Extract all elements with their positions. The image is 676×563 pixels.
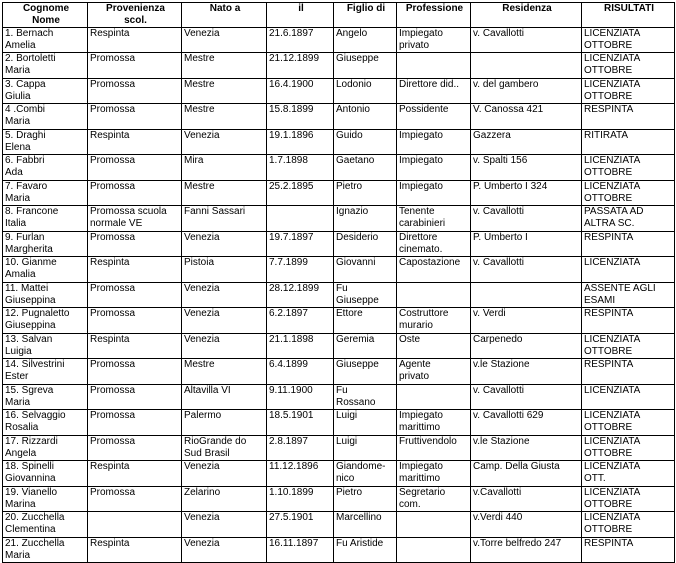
table-row — [3, 130, 675, 155]
cell-residenza: v. Cavallotti 629 — [471, 410, 582, 436]
header-provenienza: Provenienza scol. — [88, 3, 182, 28]
cell-residenza: v. Cavallotti — [471, 206, 582, 232]
cell-nome: 13. Salvan Luigia — [3, 334, 88, 359]
cell-nato: Pistoia — [182, 257, 267, 283]
cell-risultati: LICENZIATA OTTOBRE — [582, 53, 675, 79]
table-row — [3, 53, 675, 79]
header-row — [3, 3, 675, 28]
cell-nome: 16. Selvaggio Rosalia — [3, 410, 88, 436]
cell-risultati: LICENZIATA OTTOBRE — [582, 79, 675, 104]
cell-nome: 20. Zucchella Clementina — [3, 512, 88, 538]
cell-il: 11.12.1896 — [267, 461, 334, 487]
cell-il: 27.5.1901 — [267, 512, 334, 538]
cell-figlio: Marcellino — [334, 512, 397, 538]
cell-professione: Impiegato — [397, 130, 471, 155]
cell-provenienza: Promossa — [88, 308, 182, 334]
cell-nato: Venezia — [182, 28, 267, 53]
cell-professione: Fruttivendolo — [397, 436, 471, 461]
cell-nato: Venezia — [182, 538, 267, 563]
cell-risultati: LICENZIATA OTTOBRE — [582, 436, 675, 461]
table-row — [3, 410, 675, 436]
cell-nato: Mestre — [182, 79, 267, 104]
cell-nato: Venezia — [182, 130, 267, 155]
cell-residenza: Camp. Della Giusta — [471, 461, 582, 487]
table-row — [3, 512, 675, 538]
cell-nome: 6. Fabbri Ada — [3, 155, 88, 181]
cell-figlio: Ettore — [334, 308, 397, 334]
cell-provenienza: Promossa — [88, 79, 182, 104]
cell-figlio: Guido — [334, 130, 397, 155]
cell-provenienza: Promossa — [88, 410, 182, 436]
cell-il: 7.7.1899 — [267, 257, 334, 283]
cell-professione: Segretario com. — [397, 487, 471, 512]
cell-risultati: RESPINTA — [582, 104, 675, 130]
cell-professione: Tenente carabinieri — [397, 206, 471, 232]
cell-provenienza: Respinta — [88, 257, 182, 283]
cell-nato: Zelarino — [182, 487, 267, 512]
cell-provenienza: Respinta — [88, 334, 182, 359]
cell-residenza: Carpenedo — [471, 334, 582, 359]
cell-risultati: PASSATA AD ALTRA SC. — [582, 206, 675, 232]
cell-professione — [397, 283, 471, 308]
cell-figlio: Antonio — [334, 104, 397, 130]
cell-nato: Venezia — [182, 461, 267, 487]
student-register-table — [2, 2, 675, 563]
table-row — [3, 79, 675, 104]
cell-residenza: v. Cavallotti — [471, 28, 582, 53]
cell-provenienza: Promossa — [88, 104, 182, 130]
header-il: il — [267, 3, 334, 28]
cell-il: 25.2.1895 — [267, 181, 334, 206]
cell-provenienza: Promossa — [88, 181, 182, 206]
cell-professione — [397, 512, 471, 538]
cell-il: 21.6.1897 — [267, 28, 334, 53]
cell-provenienza: Promossa — [88, 155, 182, 181]
cell-nome: 3. Cappa Giulia — [3, 79, 88, 104]
cell-residenza: v. Spalti 156 — [471, 155, 582, 181]
table-row — [3, 283, 675, 308]
cell-figlio: Lodonio — [334, 79, 397, 104]
table-row — [3, 385, 675, 410]
cell-residenza — [471, 53, 582, 79]
cell-nato: Mira — [182, 155, 267, 181]
cell-professione: Impiegato privato — [397, 28, 471, 53]
cell-risultati: LICENZIATA OTTOBRE — [582, 334, 675, 359]
cell-figlio: Geremia — [334, 334, 397, 359]
cell-residenza: v.le Stazione — [471, 359, 582, 385]
cell-risultati: LICENZIATA OTTOBRE — [582, 410, 675, 436]
cell-nato: Venezia — [182, 334, 267, 359]
table-row — [3, 436, 675, 461]
cell-nato: Palermo — [182, 410, 267, 436]
cell-figlio: Pietro — [334, 487, 397, 512]
cell-provenienza: Respinta — [88, 461, 182, 487]
cell-risultati: RESPINTA — [582, 308, 675, 334]
cell-nato: RioGrande do Sud Brasil — [182, 436, 267, 461]
cell-risultati: LICENZIATA OTT. — [582, 461, 675, 487]
cell-nome: 9. Furlan Margherita — [3, 232, 88, 257]
table-row — [3, 308, 675, 334]
cell-provenienza: Promossa — [88, 283, 182, 308]
cell-residenza: P. Umberto I 324 — [471, 181, 582, 206]
cell-nato: Mestre — [182, 53, 267, 79]
cell-il: 28.12.1899 — [267, 283, 334, 308]
cell-nome: 19. Vianello Marina — [3, 487, 88, 512]
cell-il: 21.12.1899 — [267, 53, 334, 79]
cell-residenza: v. Cavallotti — [471, 385, 582, 410]
cell-nome: 8. Francone Italia — [3, 206, 88, 232]
cell-nome: 7. Favaro Maria — [3, 181, 88, 206]
cell-nome: 4 .Combi Maria — [3, 104, 88, 130]
cell-nome: 12. Pugnaletto Giuseppina — [3, 308, 88, 334]
cell-professione: Impiegato marittimo — [397, 410, 471, 436]
cell-figlio: Ignazio — [334, 206, 397, 232]
cell-professione: Impiegato — [397, 155, 471, 181]
cell-provenienza: Respinta — [88, 538, 182, 563]
cell-il: 2.8.1897 — [267, 436, 334, 461]
cell-professione — [397, 538, 471, 563]
cell-il: 16.4.1900 — [267, 79, 334, 104]
cell-figlio: Fu Aristide — [334, 538, 397, 563]
cell-il: 1.7.1898 — [267, 155, 334, 181]
header-nato: Nato a — [182, 3, 267, 28]
cell-il: 16.11.1897 — [267, 538, 334, 563]
cell-figlio: Fu Rossano — [334, 385, 397, 410]
cell-provenienza: Promossa — [88, 53, 182, 79]
cell-risultati: RESPINTA — [582, 359, 675, 385]
cell-il: 6.4.1899 — [267, 359, 334, 385]
cell-nome: 15. Sgreva Maria — [3, 385, 88, 410]
header-residenza: Residenza — [471, 3, 582, 28]
table-row — [3, 104, 675, 130]
cell-nato: Venezia — [182, 308, 267, 334]
cell-risultati: LICENZIATA OTTOBRE — [582, 487, 675, 512]
cell-figlio: Fu Giuseppe — [334, 283, 397, 308]
cell-il: 1.10.1899 — [267, 487, 334, 512]
cell-nato: Fanni Sassari — [182, 206, 267, 232]
cell-professione: Direttore cinemato. — [397, 232, 471, 257]
cell-residenza: v.Cavallotti — [471, 487, 582, 512]
cell-risultati: RITIRATA — [582, 130, 675, 155]
cell-figlio: Luigi — [334, 410, 397, 436]
cell-professione: Impiegato marittimo — [397, 461, 471, 487]
cell-provenienza: Respinta — [88, 130, 182, 155]
table-row — [3, 28, 675, 53]
cell-il: 18.5.1901 — [267, 410, 334, 436]
table-row — [3, 359, 675, 385]
cell-il: 19.7.1897 — [267, 232, 334, 257]
cell-figlio: Pietro — [334, 181, 397, 206]
cell-provenienza — [88, 512, 182, 538]
cell-nato: Venezia — [182, 232, 267, 257]
cell-nome: 10. Gianme Amalia — [3, 257, 88, 283]
cell-nato: Venezia — [182, 512, 267, 538]
cell-professione: Direttore did.. — [397, 79, 471, 104]
cell-figlio: Luigi — [334, 436, 397, 461]
cell-nome: 14. Silvestrini Ester — [3, 359, 88, 385]
cell-residenza: v. Verdi — [471, 308, 582, 334]
cell-professione: Oste — [397, 334, 471, 359]
table-row — [3, 334, 675, 359]
cell-il: 15.8.1899 — [267, 104, 334, 130]
cell-residenza: P. Umberto I — [471, 232, 582, 257]
cell-il: 9.11.1900 — [267, 385, 334, 410]
cell-residenza — [471, 283, 582, 308]
cell-figlio: Giandome- nico — [334, 461, 397, 487]
header-professione: Professione — [397, 3, 471, 28]
cell-nato: Altavilla VI — [182, 385, 267, 410]
cell-provenienza: Promossa — [88, 385, 182, 410]
cell-residenza: v.le Stazione — [471, 436, 582, 461]
table-row — [3, 461, 675, 487]
cell-nome: 21. Zucchella Maria — [3, 538, 88, 563]
register-document — [2, 2, 675, 563]
cell-nome: 1. Bernach Amelia — [3, 28, 88, 53]
cell-risultati: LICENZIATA OTTOBRE — [582, 512, 675, 538]
table-row — [3, 487, 675, 512]
table-row — [3, 232, 675, 257]
cell-provenienza: Promossa scuola normale VE — [88, 206, 182, 232]
cell-risultati: RESPINTA — [582, 538, 675, 563]
cell-figlio: Giuseppe — [334, 53, 397, 79]
header-figlio: Figlio di — [334, 3, 397, 28]
cell-residenza: Gazzera — [471, 130, 582, 155]
cell-risultati: LICENZIATA OTTOBRE — [582, 155, 675, 181]
cell-figlio: Gaetano — [334, 155, 397, 181]
cell-figlio: Desiderio — [334, 232, 397, 257]
cell-nato: Venezia — [182, 283, 267, 308]
cell-professione — [397, 385, 471, 410]
cell-residenza: v. del gambero — [471, 79, 582, 104]
cell-professione — [397, 53, 471, 79]
cell-il: 21.1.1898 — [267, 334, 334, 359]
cell-nome: 11. Mattei Giuseppina — [3, 283, 88, 308]
cell-il: 6.2.1897 — [267, 308, 334, 334]
cell-residenza: v.Verdi 440 — [471, 512, 582, 538]
cell-risultati: LICENZIATA OTTOBRE — [582, 181, 675, 206]
cell-professione: Possidente — [397, 104, 471, 130]
cell-figlio: Giovanni — [334, 257, 397, 283]
cell-provenienza: Promossa — [88, 359, 182, 385]
cell-figlio: Giuseppe — [334, 359, 397, 385]
cell-risultati: LICENZIATA OTTOBRE — [582, 28, 675, 53]
table-row — [3, 181, 675, 206]
cell-risultati: ASSENTE AGLI ESAMI — [582, 283, 675, 308]
cell-nato: Mestre — [182, 359, 267, 385]
cell-nato: Mestre — [182, 181, 267, 206]
cell-nato: Mestre — [182, 104, 267, 130]
cell-professione: Agente privato — [397, 359, 471, 385]
header-risultati: RISULTATI — [582, 3, 675, 28]
cell-il: 19.1.1896 — [267, 130, 334, 155]
table-row — [3, 206, 675, 232]
cell-residenza: V. Canossa 421 — [471, 104, 582, 130]
cell-provenienza: Promossa — [88, 436, 182, 461]
cell-risultati: LICENZIATA — [582, 257, 675, 283]
cell-professione: Capostazione — [397, 257, 471, 283]
table-row — [3, 257, 675, 283]
cell-professione: Impiegato — [397, 181, 471, 206]
cell-nome: 5. Draghi Elena — [3, 130, 88, 155]
cell-il — [267, 206, 334, 232]
cell-provenienza: Respinta — [88, 28, 182, 53]
table-row — [3, 538, 675, 563]
header-nome: Cognome Nome — [3, 3, 88, 28]
cell-residenza: v.Torre belfredo 247 — [471, 538, 582, 563]
cell-figlio: Angelo — [334, 28, 397, 53]
cell-provenienza: Promossa — [88, 232, 182, 257]
cell-risultati: RESPINTA — [582, 232, 675, 257]
cell-risultati: LICENZIATA — [582, 385, 675, 410]
table-row — [3, 155, 675, 181]
cell-professione: Costruttore murario — [397, 308, 471, 334]
cell-nome: 18. Spinelli Giovannina — [3, 461, 88, 487]
cell-provenienza: Promossa — [88, 487, 182, 512]
cell-nome: 2. Bortoletti Maria — [3, 53, 88, 79]
cell-nome: 17. Rizzardi Angela — [3, 436, 88, 461]
cell-residenza: v. Cavallotti — [471, 257, 582, 283]
